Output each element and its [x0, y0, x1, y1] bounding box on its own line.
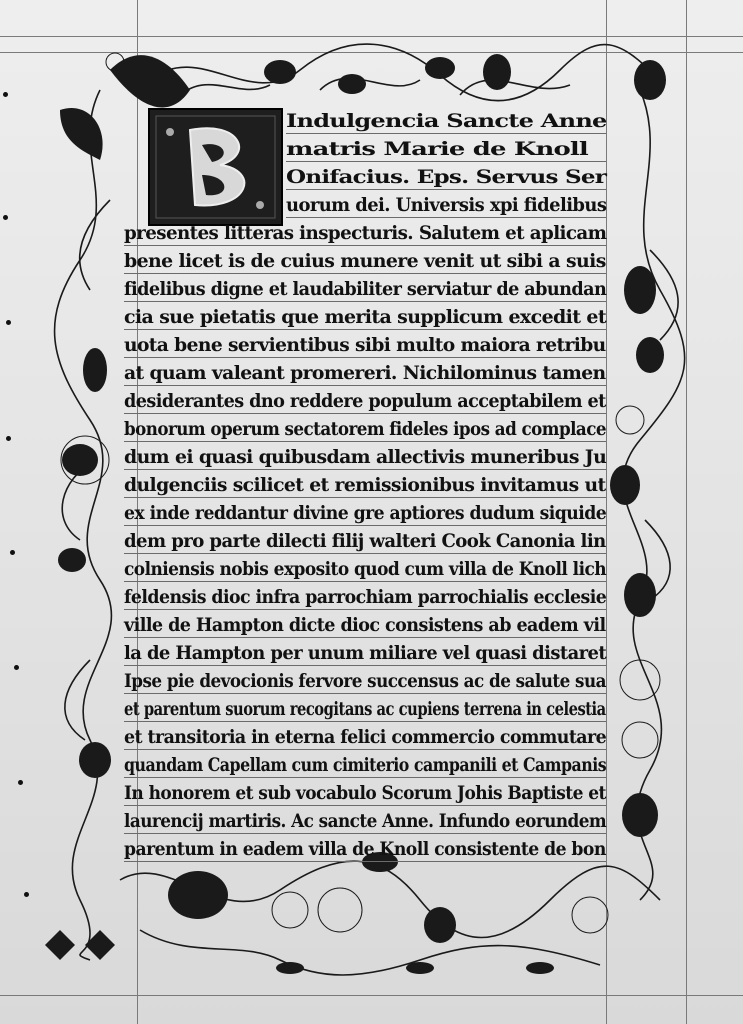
text-line: Ipse pie devocionis fervore succensus ac de salute sua: [124, 671, 606, 692]
text-line: bene licet is de cuius munere venit ut sibi a suis: [124, 251, 606, 272]
manuscript-text-block: [124, 108, 608, 860]
text-line: dulgenciis scilicet et remissionibus invitamus ut: [124, 475, 606, 496]
text-line: la de Hampton per unum miliare vel quasi distaret: [124, 643, 607, 664]
text-line: quandam Capellam cum cimiterio campanili et Campanis: [124, 755, 607, 776]
text-line: parentum in eadem villa de Knoll consistente de bon: [124, 839, 606, 860]
text-line: In honorem et sub vocabulo Scorum Johis Baptiste et: [124, 783, 606, 804]
text-line: desiderantes dno reddere populum acceptabilem et: [124, 391, 606, 412]
text-line: cia sue pietatis que merita supplicum excedit et: [124, 307, 607, 328]
text-line: dem pro parte dilecti filij walteri Cook Canonia lin: [124, 531, 606, 552]
text-line: Onifacius. Eps. Servus Ser: [286, 167, 607, 188]
text-line: bonorum operum sectatorem fideles ipos ad complace: [124, 419, 606, 440]
text-line: at quam valeant promereri. Nichilominus tamen: [124, 363, 606, 384]
text-line: et transitoria in eterna felici commercio commutare: [124, 727, 607, 748]
text-line: feldensis dioc infra parrochiam parrochialis ecclesie: [124, 587, 607, 608]
text-line: dum ei quasi quibusdam allectivis muneribus Ju: [124, 447, 607, 468]
text-line: uorum dei. Universis xpi fidelibus: [286, 195, 607, 216]
text-line: et parentum suorum recogitans ac cupiens terrena in celestia: [124, 699, 606, 720]
text-line: ex inde reddantur divine gre aptiores dudum siquide: [124, 503, 607, 524]
text-line: Indulgencia Sancte Anne: [286, 111, 607, 132]
text-line: fidelibus digne et laudabiliter serviatur de abundan: [124, 279, 607, 300]
text-line: colniensis nobis exposito quod cum villa de Knoll lich: [124, 559, 607, 580]
text-line: laurencij martiris. Ac sancte Anne. Infundo eorundem: [124, 811, 607, 832]
text-line: ville de Hampton dicte dioc consistens ab eadem vil: [124, 615, 606, 636]
text-line: matris Marie de Knoll: [286, 139, 588, 160]
text-line: uota bene servientibus sibi multo maiora retribu: [124, 335, 606, 356]
text-line: presentes litteras inspecturis. Salutem et aplicam: [124, 223, 607, 244]
